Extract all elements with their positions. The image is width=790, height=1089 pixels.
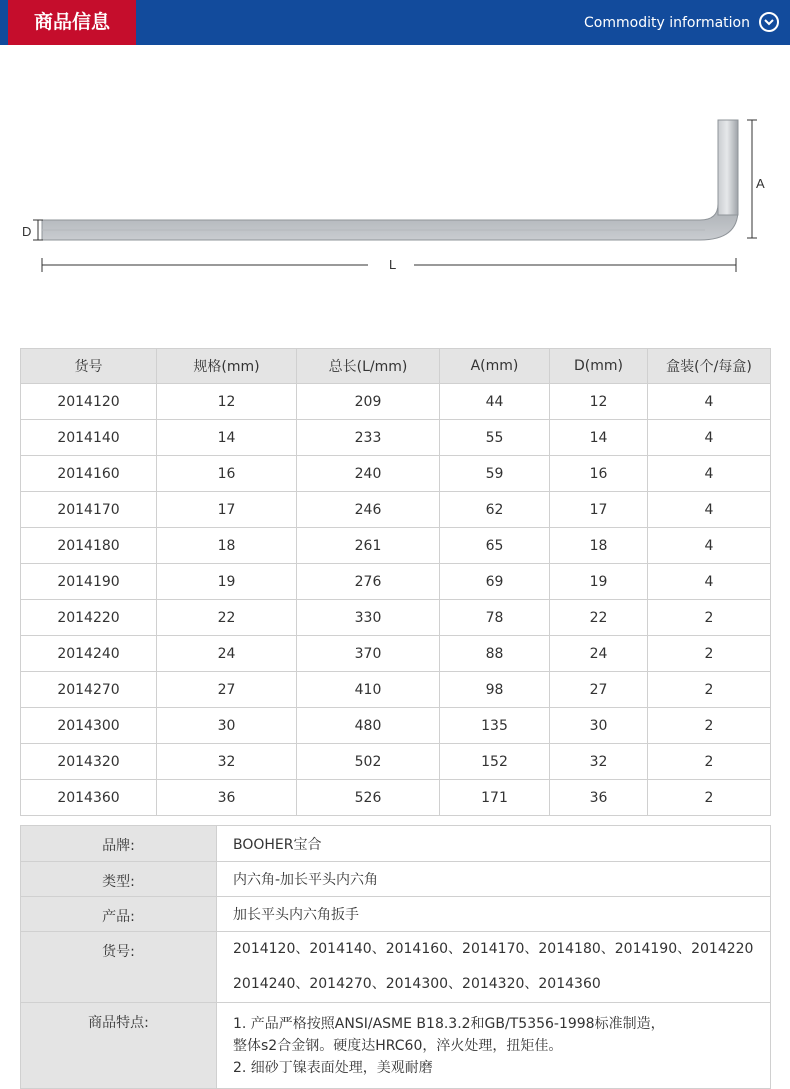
cell-sku: 2014190 [21,564,157,600]
cell-length: 330 [297,600,440,636]
cell-d: 16 [550,456,648,492]
cell-size: 14 [157,420,297,456]
cell-sku: 2014320 [21,744,157,780]
spec-table-header [21,349,771,384]
cell-size: 18 [157,528,297,564]
cell-sku: 2014220 [21,600,157,636]
section-subtitle: Commodity information [584,15,750,31]
table-row [21,528,771,564]
sku-label: 货号: [21,932,217,1003]
cell-d: 17 [550,492,648,528]
hex-key-diagram [0,100,790,290]
table-row [21,492,771,528]
cell-sku: 2014240 [21,636,157,672]
cell-a: 55 [440,420,550,456]
cell-box: 4 [648,420,771,456]
cell-size: 22 [157,600,297,636]
cell-sku: 2014180 [21,528,157,564]
info-table [20,825,771,1089]
cell-sku: 2014300 [21,708,157,744]
cell-a: 98 [440,672,550,708]
table-row [21,384,771,420]
header-bar [0,0,790,45]
cell-size: 16 [157,456,297,492]
cell-sku: 2014360 [21,780,157,816]
cell-box: 2 [648,636,771,672]
cell-size: 17 [157,492,297,528]
brand-label: 品牌: [21,826,217,862]
cell-size: 36 [157,780,297,816]
table-row [21,456,771,492]
cell-d: 24 [550,636,648,672]
cell-d: 18 [550,528,648,564]
cell-d: 27 [550,672,648,708]
cell-sku: 2014170 [21,492,157,528]
sku-line-2: 2014240、2014270、2014300、2014320、2014360 [233,976,601,992]
feature-label: 商品特点: [21,1003,217,1089]
cell-size: 19 [157,564,297,600]
cell-sku: 2014270 [21,672,157,708]
col-header-d: D(mm) [550,349,648,384]
cell-size: 12 [157,384,297,420]
cell-length: 261 [297,528,440,564]
cell-a: 78 [440,600,550,636]
section-title: 商品信息 [8,0,136,45]
cell-a: 59 [440,456,550,492]
table-row [21,708,771,744]
cell-a: 171 [440,780,550,816]
cell-d: 14 [550,420,648,456]
cell-box: 2 [648,600,771,636]
col-header-sku: 货号 [21,349,157,384]
type-value: 内六角-加长平头内六角 [217,862,771,897]
cell-box: 2 [648,744,771,780]
table-row [21,564,771,600]
wrench-arm [718,120,738,215]
feature-line-1: 1. 产品严格按照ANSI/ASME B18.3.2和GB/T5356-1998标准制造， [233,1015,665,1032]
col-header-box: 盒装(个/每盒) [648,349,771,384]
cell-box: 4 [648,384,771,420]
chevron-down-icon[interactable] [759,12,779,32]
cell-d: 22 [550,600,648,636]
cell-box: 2 [648,672,771,708]
type-label: 类型: [21,862,217,897]
feature-value [217,1003,771,1089]
spec-table [20,348,771,816]
cell-length: 502 [297,744,440,780]
cell-sku: 2014120 [21,384,157,420]
cell-d: 30 [550,708,648,744]
cell-box: 4 [648,528,771,564]
table-row [21,636,771,672]
dim-d-label: D [22,224,32,239]
cell-d: 32 [550,744,648,780]
wrench-shaft [42,120,738,240]
feature-line-2: 整体s2合金钢。硬度达HRC60，淬火处理，扭矩佳。 [233,1037,563,1054]
table-row [21,600,771,636]
table-row [21,420,771,456]
cell-a: 62 [440,492,550,528]
cell-length: 240 [297,456,440,492]
sku-line-1: 2014120、2014140、2014160、2014170、2014180、2014190、2014220 [233,941,754,957]
cell-box: 2 [648,780,771,816]
cell-length: 480 [297,708,440,744]
info-row-brand [21,826,771,862]
cell-size: 27 [157,672,297,708]
cell-box: 2 [648,708,771,744]
info-row-product [21,897,771,932]
cell-length: 370 [297,636,440,672]
table-row [21,780,771,816]
cell-d: 36 [550,780,648,816]
feature-line-3: 2. 细砂丁镍表面处理，美观耐磨 [233,1059,433,1076]
cell-d: 12 [550,384,648,420]
product-label: 产品: [21,897,217,932]
cell-length: 209 [297,384,440,420]
dim-l-label: L [389,257,397,272]
col-header-length: 总长(L/mm) [297,349,440,384]
table-row [21,744,771,780]
cell-size: 24 [157,636,297,672]
cell-box: 4 [648,564,771,600]
cell-length: 276 [297,564,440,600]
col-header-a: A(mm) [440,349,550,384]
cell-box: 4 [648,456,771,492]
cell-box: 4 [648,492,771,528]
product-value: 加长平头内六角扳手 [217,897,771,932]
cell-length: 233 [297,420,440,456]
cell-length: 410 [297,672,440,708]
info-row-type [21,862,771,897]
cell-a: 69 [440,564,550,600]
cell-size: 30 [157,708,297,744]
cell-a: 44 [440,384,550,420]
cell-a: 65 [440,528,550,564]
cell-length: 526 [297,780,440,816]
dim-a-label: A [756,176,765,191]
cell-sku: 2014140 [21,420,157,456]
brand-value: BOOHER宝合 [217,826,771,862]
cell-a: 135 [440,708,550,744]
cell-a: 88 [440,636,550,672]
cell-a: 152 [440,744,550,780]
cell-sku: 2014160 [21,456,157,492]
cell-size: 32 [157,744,297,780]
col-header-size: 规格(mm) [157,349,297,384]
table-row [21,672,771,708]
cell-d: 19 [550,564,648,600]
cell-length: 246 [297,492,440,528]
sku-value [217,932,771,1003]
info-row-features [21,1003,771,1089]
info-row-sku [21,932,771,1003]
